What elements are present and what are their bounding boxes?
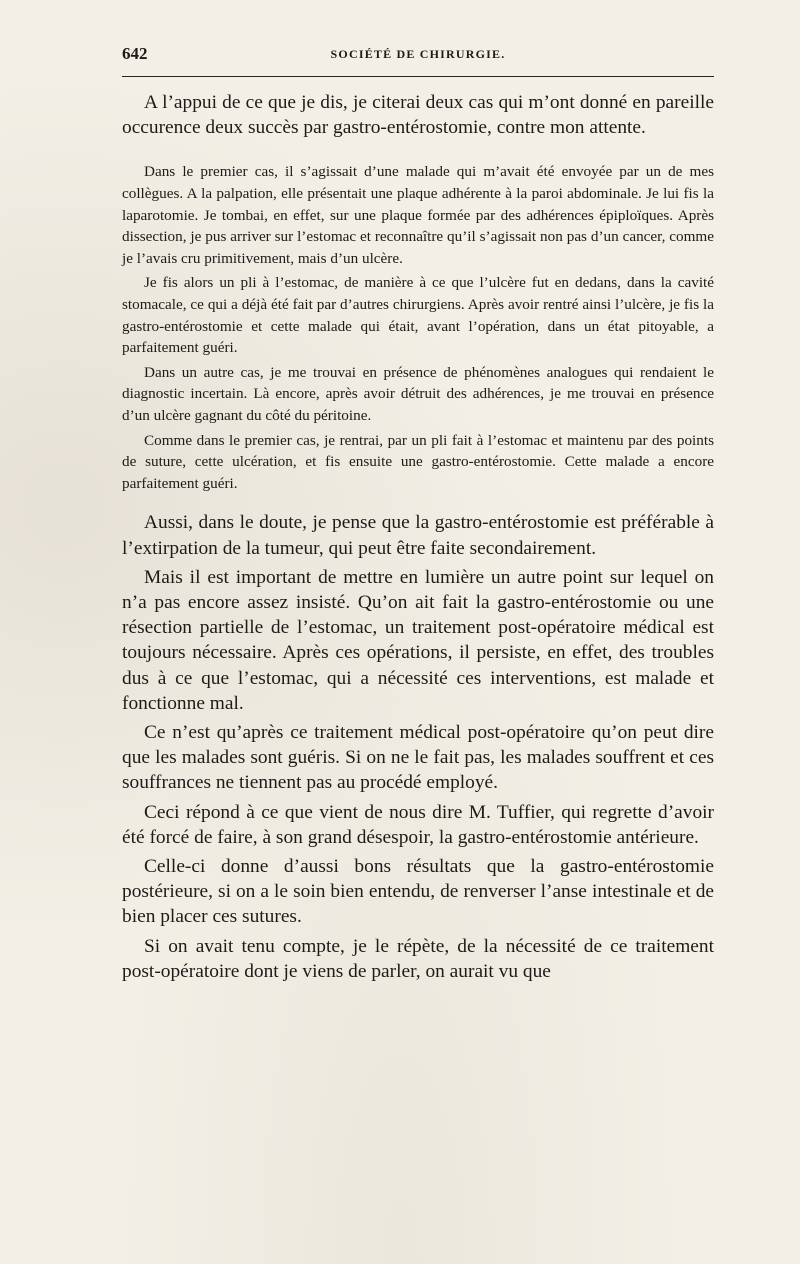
intro-section (122, 90, 714, 140)
paragraph: Je fis alors un pli à l’estomac, de manière à ce que l’ulcère fut en dedans, dans la cavité stomacale, ce qui a déjà été fait par d’autres chirurgiens. Après avoir rentré ainsi l’ulcère, je fis la gastro-entérostomie et cette malade qui était, avant l’opération, dans un état pitoyable, a parfaitement guéri. (122, 274, 714, 357)
case-reports-section (122, 161, 714, 494)
paragraph: Si on avait tenu compte, je le répète, de la nécessité de ce traitement post-opératoire dont je viens de parler, on aurait vu que (122, 935, 714, 982)
page-number: 642 (122, 44, 148, 63)
paragraph: Dans un autre cas, je me trouvai en présence de phénomènes analogues qui rendaient le diagnostic incertain. Là encore, après avoir détruit des adhérences, je me trouvai en présence d’un ulcère gagnant du côté du péritoine. (122, 363, 714, 424)
running-title: SOCIÉTÉ DE CHIRURGIE. (330, 47, 506, 61)
paragraph: Dans le premier cas, il s’agissait d’une malade qui m’avait été envoyée par un de mes collègues. A la palpation, elle présentait une plaque adhérente à la paroi abdominale. Je lui fis la laparotomie. Je tombai, en effet, sur une plaque formée par des adhérences épiploïques. Après dissection, je pus arriver sur l’estomac et reconnaître qu’il s’agissait non pas d’un cancer, comme je l’avais cru primitivement, mais d’un ulcère. (122, 163, 714, 267)
main-section (122, 510, 714, 984)
paragraph: Ceci répond à ce que vient de nous dire M. Tuffier, qui regrette d’avoir été forcé de faire, à son grand désespoir, la gastro-entérostomie antérieure. (122, 801, 714, 848)
body-text (122, 90, 714, 988)
paragraph: Mais il est important de mettre en lumière un autre point sur lequel on n’a pas encore assez insisté. Qu’on ait fait la gastro-entérostomie ou une résection partielle de l’estomac, un traitement post-opératoire médical est toujours nécessaire. Après ces opérations, il persiste, en effet, des troubles dus à ce que l’estomac, qui a nécessité ces interventions, est malade et fonctionne mal. (122, 566, 714, 714)
paragraph: Aussi, dans le doute, je pense que la gastro-entérostomie est préférable à l’extirpation de la tumeur, qui peut être faite secondairement. (122, 512, 714, 559)
page-header (122, 44, 714, 70)
paragraph: Ce n’est qu’après ce traitement médical post-opératoire qu’on peut dire que les malades sont guéris. Si on ne le fait pas, les malades souffrent et ces souffrances ne tiennent pas au procédé employé. (122, 721, 714, 794)
header-rule (122, 76, 714, 77)
paragraph: Comme dans le premier cas, je rentrai, par un pli fait à l’estomac et maintenu par des points de suture, cette ulcération, et fis ensuite une gastro-entérostomie. Cette malade a encore parfaitement guéri. (122, 431, 714, 492)
paragraph: Celle-ci donne d’aussi bons résultats que la gastro-entérostomie postérieure, si on a le soin bien entendu, de renverser l’anse intestinale et de bien placer ces sutures. (122, 855, 714, 928)
paragraph: A l’appui de ce que je dis, je citerai deux cas qui m’ont donné en pareille occurence deux succès par gastro-entérostomie, contre mon attente. (122, 92, 714, 139)
